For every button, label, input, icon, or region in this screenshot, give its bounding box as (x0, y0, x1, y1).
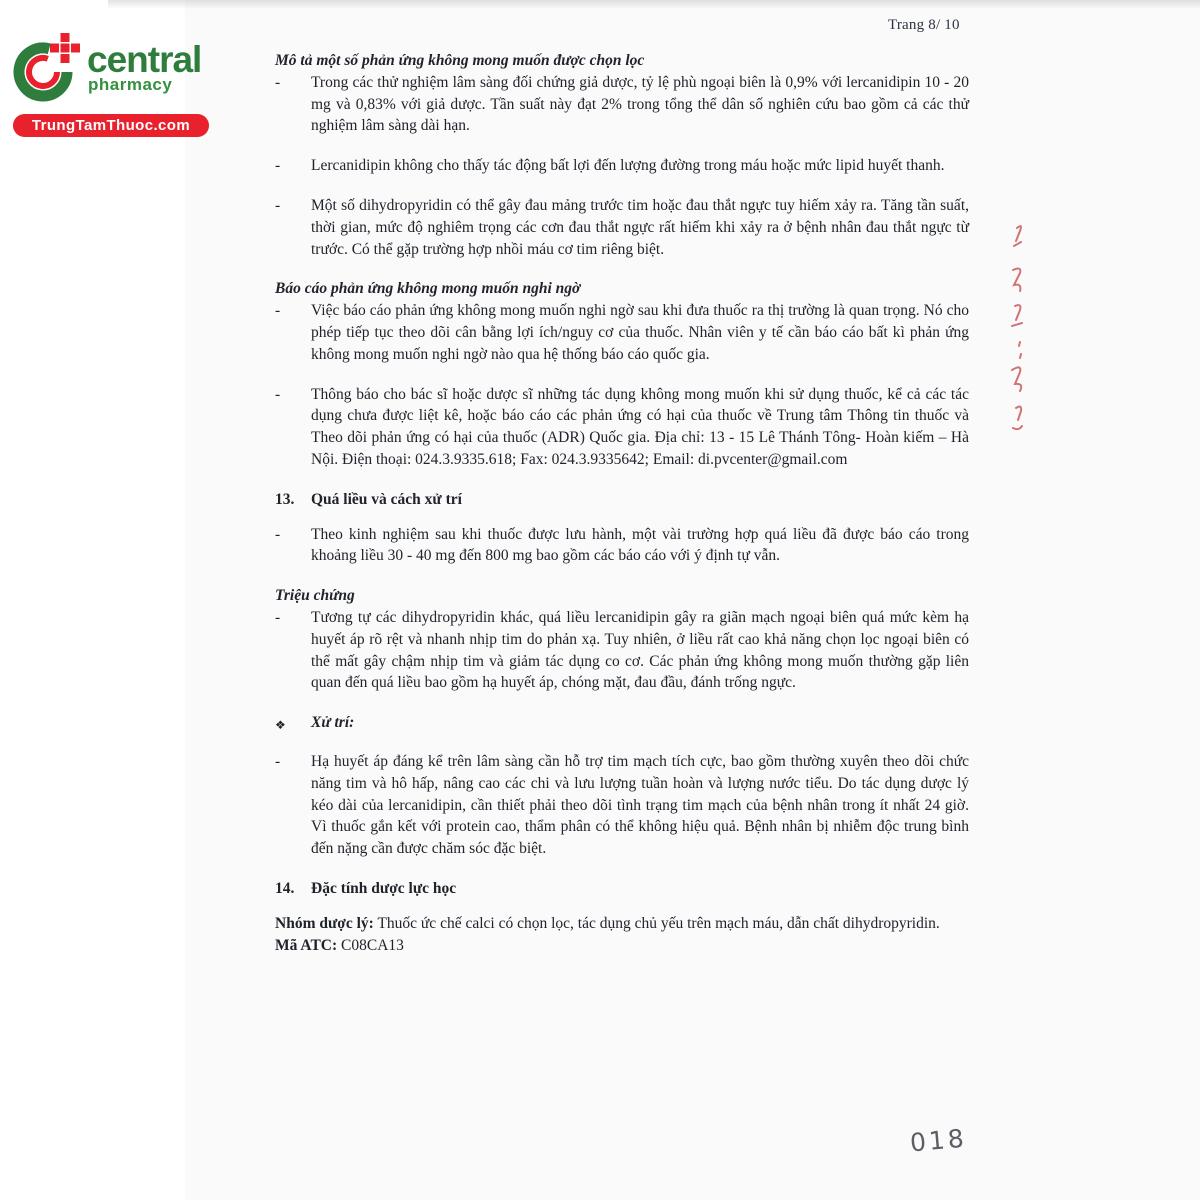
central-pharmacy-c-plus-icon (13, 30, 83, 104)
bullet-dash: - (275, 73, 281, 91)
handwritten-page-number: 018 (908, 1123, 968, 1158)
pharmacological-group-paragraph (275, 913, 969, 935)
red-margin-marks (1001, 222, 1035, 440)
logo-banner: TrungTamThuoc.com (13, 114, 209, 137)
pharmacy-logo (13, 30, 213, 137)
bullet-dash: - (275, 302, 281, 320)
bullet-dash: - (275, 385, 281, 403)
bullet-text: Một số dihydropyridin có thể gây đau mảng trước tim hoặc đau thắt ngực tuy hiếm xảy ra. Tăng tần suất, thời gian, mức độ nghiêm trọng các cơn đau thắt ngực rất hiếm khi xảy ra ở bệnh nhân đau thắt ngực từ trước. Có thể gặp trường hợp nhồi máu cơ tim riêng biệt. (311, 196, 969, 258)
bullet-text: Theo kinh nghiệm sau khi thuốc được lưu hành, một vài trường hợp quá liều đã được báo cáo trong khoảng liều 30 - 40 mg đến 800 mg bao gồm các báo cáo với ý định tự vẫn. (311, 525, 969, 565)
pharmacological-group-text: Thuốc ức chế calci có chọn lọc, tác dụng chủ yếu trên mạch máu, dẫn chất dihydropyridin. (377, 914, 940, 932)
section-number: 14. (275, 879, 295, 897)
document-body (275, 50, 969, 956)
heading-selected-reactions: Mô tả một số phản ứng không mong muốn được chọn lọc (275, 52, 645, 69)
heading-symptoms: Triệu chứng (275, 587, 355, 605)
page-number: Trang 8/ 10 (888, 17, 960, 33)
section-13-heading (275, 489, 969, 511)
bullet-item (275, 607, 969, 694)
bullet-text: Lercanidipin không cho thấy tác động bất lợi đến lượng đường trong máu hoặc mức lipid huyết thanh. (311, 157, 945, 175)
heading-suspected-adr-reporting: Báo cáo phản ứng không mong muốn nghi ngờ (275, 280, 581, 298)
heading-treatment (275, 712, 969, 737)
bullet-text: Việc báo cáo phản ứng không mong muốn nghi ngờ sau khi đưa thuốc ra thị trường là quan trọng. Nó cho phép tiếp tục theo dõi cân bằng lợi ích/nguy cơ của thuốc. Nhân viên y tế cần báo cáo bất kì phản ứng không mong muốn nghi ngờ nào qua hệ thống báo cáo quốc gia. (311, 302, 969, 363)
scan-top-edge (108, 0, 1200, 9)
section-number: 13. (275, 490, 295, 508)
bullet-text: Hạ huyết áp đáng kể trên lâm sàng cần hỗ trợ tim mạch tích cực, bao gồm thường xuyên theo dõi chức năng tim và hô hấp, nâng cao các chi và lưu lượng tuần hoàn và lượng nước tiểu. Do tác dụng dược lý kéo dài của lercanidipin, cần thiết phải theo dõi tình trạng tim mạch của bệnh nhân trong ít nhất 24 giờ. Vì thuốc gắn kết với protein cao, thẩm phân có thể không hiệu quả. Bệnh nhân bị nhiễm độc trung bình đến nặng cần được chăm sóc đặc biệt. (311, 752, 969, 858)
diamond-bullet-icon: ❖ (275, 718, 286, 733)
bullet-item (275, 751, 969, 860)
bullet-item (275, 195, 969, 260)
bullet-item (275, 524, 969, 568)
logo-row (13, 30, 213, 104)
bullet-dash: - (275, 525, 281, 543)
bullet-item (275, 72, 969, 137)
bullet-dash: - (275, 752, 281, 770)
bullet-text: Tương tự các dihydropyridin khác, quá liều lercanidipin gây ra giãn mạch ngoại biên quá mức kèm hạ huyết áp rõ rệt và nhanh nhịp tim do phản xạ. Tuy nhiên, ở liều rất cao khả năng chọn lọc ngoại biên có thể mất gây chậm nhịp tim và giảm tác dụng co cơ. Các phản ứng không mong muốn thường gặp liên quan đến quá liều bao gồm hạ huyết áp, chóng mặt, đau đầu, đánh trống ngực. (311, 608, 969, 692)
section-14-heading (275, 878, 969, 900)
bullet-dash: - (275, 608, 281, 626)
atc-code-paragraph (275, 935, 969, 957)
section-title: Đặc tính dược lực học (311, 879, 457, 897)
pharmacological-group-label: Nhóm dược lý: (275, 914, 374, 932)
section-title: Quá liều và cách xử trí (311, 490, 462, 508)
logo-brand-text: central (87, 39, 202, 80)
bullet-dash: - (275, 196, 281, 214)
atc-code-value: C08CA13 (341, 936, 404, 954)
bullet-item (275, 155, 969, 177)
bullet-text: Trong các thử nghiệm lâm sàng đối chứng giả dược, tỷ lệ phù ngoại biên là 0,9% với lercanidipin 10 - 20 mg và 0,83% với giả dược. Tần suất này đạt 2% trong tổng thể dân số nghiên cứu bao gồm cả các thử nghiệm lâm sàng dài hạn. (311, 73, 969, 135)
logo-subbrand-text: pharmacy (88, 75, 173, 94)
bullet-item (275, 384, 969, 471)
bullet-text: Thông báo cho bác sĩ hoặc dược sĩ những tác dụng không mong muốn khi sử dụng thuốc, kể cả các tác dụng chưa được liệt kê, hoặc báo cáo các phản ứng có hại của thuốc về Trung tâm Thông tin thuốc và Theo dõi phản ứng có hại của thuốc (ADR) Quốc gia. Địa chỉ: 13 - 15 Lê Thánh Tông- Hoàn kiếm – Hà Nội. Điện thoại: 024.3.9335.618; Fax: 024.3.9335642; Email: di.pvcenter@gmail.com (311, 385, 969, 468)
bullet-dash: - (275, 157, 281, 175)
treatment-heading-text: Xử trí: (311, 714, 355, 732)
logo-wordmark (87, 39, 202, 94)
atc-code-label: Mã ATC: (275, 936, 338, 954)
bullet-item (275, 300, 969, 365)
